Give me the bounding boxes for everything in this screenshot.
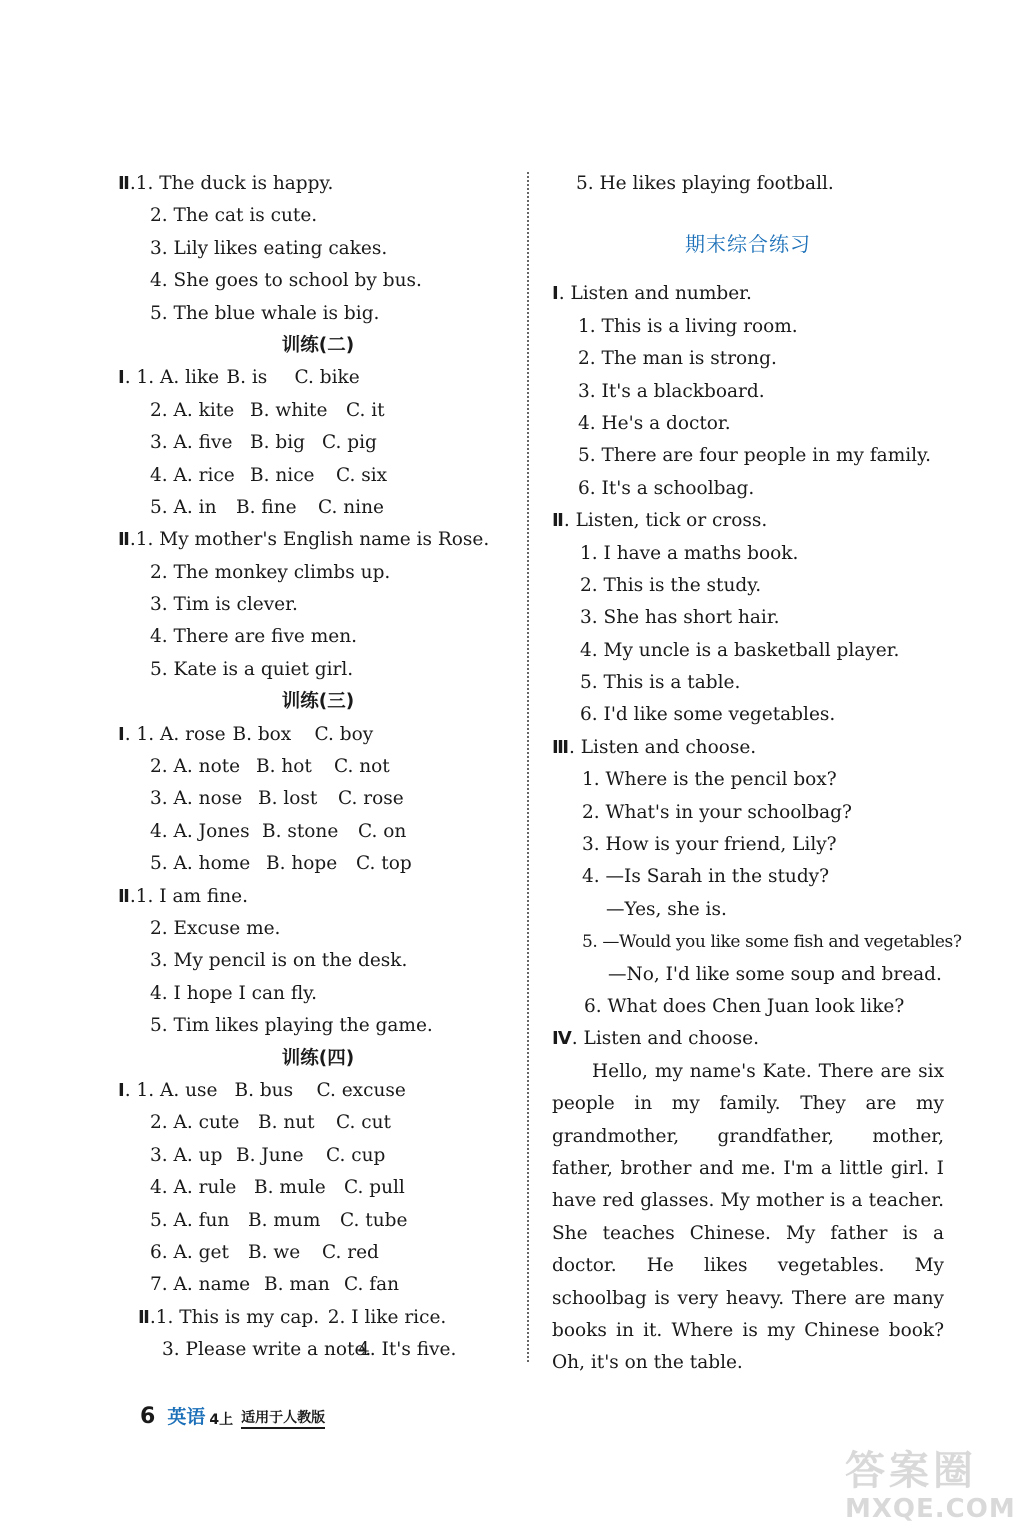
answer-line: 2. The cat is cute.	[150, 205, 318, 227]
answer-line: 4. A. rule B. mule C. pull	[150, 1177, 405, 1199]
answer-line: 2. What's in your schoolbag?	[582, 801, 852, 823]
part-title: Ⅲ . Listen and choose.	[552, 732, 944, 764]
answer-line: 6. A. get B. we C. red	[150, 1241, 379, 1263]
roman-numeral: Ⅰ	[118, 723, 125, 745]
answer-line: 2. A. cute B. nut C. cut	[150, 1112, 391, 1134]
roman-numeral: Ⅰ	[552, 283, 559, 305]
roman-numeral: Ⅳ	[552, 1028, 572, 1050]
reading-paragraph: Hello, my name's Kate. There are six people in my family. They are my grandmother, grandfather, mother, father, brother and me. I'm a little girl. I have red glasses. My mother is a teacher. She teaches Chinese. My father is a doctor. He likes vegetables. My schoolbag is very heavy. There are many books in it. Where is my Chinese book? Oh, it's on the table.	[552, 1060, 944, 1374]
answer-line: 5. This is a table.	[580, 672, 741, 694]
answer-line: Ⅱ . 1. The duck is happy.	[118, 168, 518, 200]
answer-line: 4. She goes to school by bus.	[150, 270, 422, 292]
part-title: Ⅳ . Listen and choose.	[552, 1023, 944, 1055]
page-number: 6	[140, 1404, 156, 1429]
answer-line: 3. It's a blackboard.	[578, 380, 765, 402]
answer-line: Ⅱ . 1. I am fine.	[118, 881, 518, 913]
answer-line: 3. A. nose B. lost C. rose	[150, 788, 404, 810]
roman-numeral: Ⅱ	[118, 529, 130, 551]
answer-line: 4. —Is Sarah in the study?	[582, 866, 830, 888]
section-title: 期末综合练习	[685, 232, 811, 257]
section-heading: 训练(四)	[281, 1047, 355, 1069]
watermark-text: 答案圈	[845, 1448, 977, 1494]
answer-line: Ⅱ . 1. My mother's English name is Rose.	[118, 524, 518, 556]
page-footer	[140, 1402, 325, 1429]
column-divider	[527, 172, 529, 1362]
answer-line: 3. Lily likes eating cakes.	[150, 237, 388, 259]
answer-line: 5. There are four people in my family.	[578, 445, 931, 467]
section-heading: 训练(三)	[281, 691, 355, 713]
section-heading: 训练(二)	[281, 334, 355, 356]
answer-line: 4. A. rice B. nice C. six	[150, 464, 388, 486]
right-column	[552, 168, 962, 1380]
answer-line: 4. He's a doctor.	[578, 412, 731, 434]
roman-numeral: Ⅰ	[118, 367, 125, 389]
grade-label: 4上	[209, 1412, 234, 1428]
answer-line: 3. Please write a note. 4. It's five.	[162, 1339, 457, 1361]
roman-numeral: Ⅰ	[118, 1079, 125, 1101]
answer-line: 2. The monkey climbs up.	[150, 561, 391, 583]
answer-line: 3. How is your friend, Lily?	[582, 834, 837, 856]
answer-line: 6. It's a schoolbag.	[578, 477, 755, 499]
answer-line: 2. Excuse me.	[150, 917, 281, 939]
answer-line: 5. He likes playing football.	[576, 173, 834, 194]
answer-line: 2. A. kite B. white C. it	[150, 399, 385, 421]
part-title: Ⅰ . Listen and number.	[552, 278, 944, 310]
answer-line: 6. I'd like some vegetables.	[580, 704, 836, 726]
answer-line: 5. Tim likes playing the game.	[150, 1015, 433, 1037]
edition-label: 适用于人教版	[241, 1407, 325, 1429]
subject-label: 英语	[167, 1406, 206, 1428]
answer-line: 3. My pencil is on the desk.	[150, 950, 408, 972]
answer-line: 2. The man is strong.	[578, 348, 777, 370]
answer-line: 2. A. note B. hot C. not	[150, 756, 390, 778]
answer-line: 1. Where is the pencil box?	[582, 769, 837, 791]
left-column	[118, 168, 518, 1366]
answer-line: 4. A. Jones B. stone C. on	[150, 820, 407, 842]
roman-numeral: Ⅱ	[118, 173, 130, 194]
watermark-url: MXQE.COM	[845, 1494, 1016, 1524]
answer-line: 5. The blue whale is big.	[150, 302, 380, 324]
answer-line: —Yes, she is.	[606, 898, 727, 920]
answer-line: Ⅰ . 1. A. use B. bus C. excuse	[118, 1075, 518, 1107]
answer-line: 1. I have a maths book.	[580, 542, 799, 564]
answer-line: 5. A. fun B. mum C. tube	[150, 1209, 408, 1231]
answer-line: 3. She has short hair.	[580, 607, 780, 629]
answer-line: Ⅱ . 1. This is my cap. 2. I like rice.	[118, 1302, 518, 1334]
roman-numeral: Ⅱ	[552, 510, 564, 532]
answer-line: Ⅰ . 1. A. like B. is C. bike	[118, 362, 518, 394]
answer-line: 3. Tim is clever.	[150, 594, 298, 616]
answer-line: 5. A. home B. hope C. top	[150, 853, 412, 875]
roman-numeral: Ⅱ	[118, 885, 130, 907]
answer-line: 2. This is the study.	[580, 574, 762, 596]
answer-line: 3. A. up B. June C. cup	[150, 1144, 386, 1166]
answer-line: 5. Kate is a quiet girl.	[150, 658, 354, 680]
roman-numeral: Ⅲ	[552, 736, 570, 758]
answer-line: 7. A. name B. man C. fan	[150, 1274, 400, 1296]
watermark-logo	[845, 1448, 1016, 1528]
answer-line: Ⅰ . 1. A. rose B. box C. boy	[118, 719, 518, 751]
answer-line: 5. A. in B. fine C. nine	[150, 496, 384, 518]
answer-line: 5. —Would you like some fish and vegetables?	[582, 932, 962, 953]
answer-line: 6. What does Chen Juan look like?	[584, 995, 905, 1017]
answer-line: 4. I hope I can fly.	[150, 982, 318, 1004]
answer-line: 4. There are five men.	[150, 626, 358, 648]
roman-numeral: Ⅱ	[138, 1306, 150, 1328]
answer-line: 1. This is a living room.	[578, 315, 798, 337]
part-title: Ⅱ . Listen, tick or cross.	[552, 505, 944, 537]
answer-line: —No, I'd like some soup and bread.	[608, 963, 942, 985]
answer-line: 3. A. five B. big C. pig	[150, 432, 377, 454]
answer-line: 4. My uncle is a basketball player.	[580, 639, 900, 661]
